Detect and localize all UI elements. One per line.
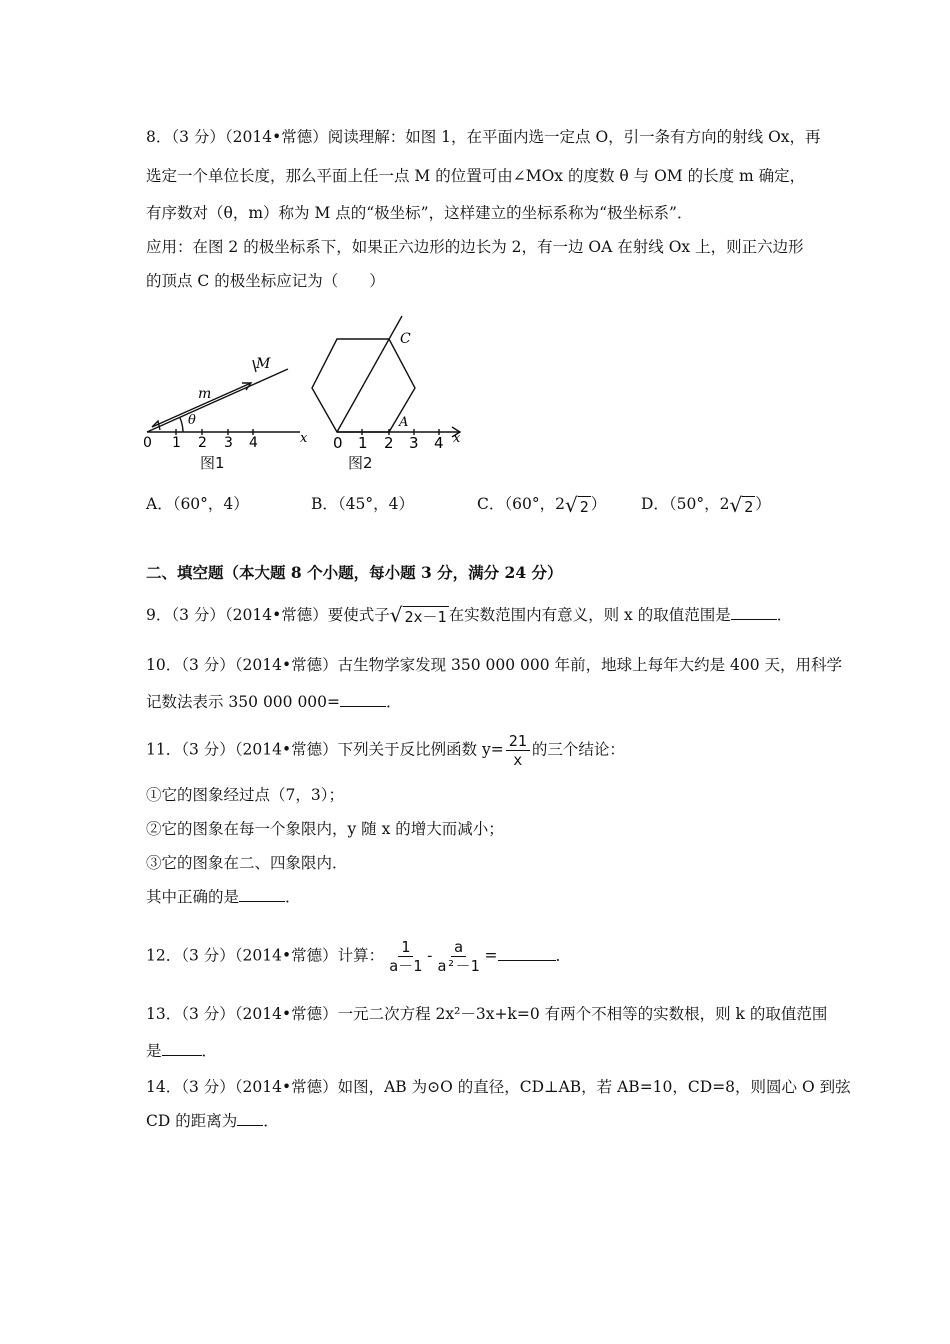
- q10-answer-blank[interactable]: [340, 692, 386, 707]
- option-c[interactable]: [477, 492, 606, 517]
- q14-text: CD 的距离为: [146, 1112, 238, 1130]
- q12-minus: -: [427, 946, 433, 965]
- q9-text-pre: 9．（3 分）（2014•常德）要使式子: [146, 606, 390, 624]
- fig2-tick-3: 3: [409, 434, 419, 452]
- q11-end: ．: [285, 888, 301, 906]
- fig2-axis-label: x: [453, 431, 461, 446]
- q8-line3: 有序数对（θ，m）称为 M 点的“极坐标”，这样建立的坐标系称为“极坐标系”．: [146, 204, 693, 222]
- q14-line2: [146, 1110, 279, 1132]
- q9-sqrt: √ 2x－1: [389, 603, 447, 627]
- q9-end: ．: [776, 606, 793, 624]
- q13-end: ．: [201, 1042, 218, 1060]
- option-d-post: ）: [755, 495, 771, 513]
- fig2-tick-1: 1: [358, 434, 368, 452]
- q11-answer-line: [146, 886, 301, 908]
- q12-end: ．: [555, 946, 572, 965]
- q12: [146, 938, 571, 975]
- option-d[interactable]: [641, 492, 771, 517]
- q14-line1: 14．（3 分）（2014•常德）如图，AB 为⊙O 的直径，CD⊥AB，若 AB=10，CD=8，则圆心 O 到弦: [146, 1078, 851, 1096]
- option-c-pre: C．（60°，2: [477, 495, 565, 513]
- q11-fraction: $\frac{21}{x}$: [506, 732, 530, 769]
- q11-text-post: 的三个结论：: [531, 740, 625, 759]
- q12-text-pre: 12．（3 分）（2014•常德）计算：: [146, 946, 385, 965]
- q9-answer-blank[interactable]: [731, 605, 777, 620]
- q14-answer-blank[interactable]: [237, 1111, 263, 1126]
- q8-line2: 选定一个单位长度，那么平面上任一点 M 的位置可由∠MOx 的度数 θ 与 OM 的长度 m 确定，: [146, 167, 806, 185]
- q11-statement-2: ②它的图象在每一个象限内，y 随 x 的增大而减小；: [146, 820, 504, 838]
- option-d-sqrt: √ 2: [729, 492, 754, 517]
- fig2-tick-2: 2: [384, 434, 394, 452]
- fig1-tick-0: 0: [143, 435, 152, 451]
- fig1-ray: [147, 369, 288, 432]
- q13-text: 是: [146, 1042, 162, 1060]
- section-heading: 二、填空题（本大题 8 个小题，每小题 3 分，满分 24 分）: [146, 563, 563, 582]
- q12-equals: =: [484, 946, 498, 965]
- q12-answer-blank[interactable]: [498, 946, 556, 961]
- fig2-label-C: C: [400, 331, 411, 347]
- fig1-label-theta: θ: [188, 413, 196, 428]
- fig1-tick-4: 4: [249, 435, 258, 451]
- q11-answer-blank[interactable]: [239, 887, 285, 902]
- q13-answer-blank[interactable]: [162, 1041, 202, 1056]
- fig1-tick-3: 3: [224, 435, 233, 451]
- option-c-sqrt: √ 2: [564, 492, 589, 517]
- fig2-ray-oc: [337, 316, 402, 432]
- fig1-tick-2: 2: [198, 435, 207, 451]
- fig2-label-A: A: [399, 415, 409, 430]
- q11-statement-3: ③它的图象在二、四象限内．: [146, 854, 348, 872]
- q12-fraction-1: $\frac{1}{a-1}$: [389, 938, 423, 975]
- q11-stem: [146, 732, 625, 769]
- q10-text: 记数法表示 350 000 000=: [146, 693, 341, 711]
- fig1-label-m: m: [198, 386, 212, 402]
- q10-line2: [146, 691, 402, 713]
- option-d-pre: D．（50°，2: [641, 495, 730, 513]
- fig1-axis-label: x: [300, 431, 308, 446]
- q11-statement-1: ①它的图象经过点（7，3）；: [146, 786, 344, 804]
- q9: [146, 604, 792, 628]
- q10-line1: 10．（3 分）（2014•常德）古生物学家发现 350 000 000 年前，地球上每年大约是 400 天，用科学: [146, 656, 843, 674]
- fig1-tick-1: 1: [172, 435, 181, 451]
- fig1-caption: 图1: [200, 454, 225, 472]
- q11-text-pre: 11．（3 分）（2014•常德）下列关于反比例函数 y=: [146, 740, 504, 759]
- q8-line1: 8．（3 分）（2014•常德）阅读理解：如图 1，在平面内选一定点 O，引一条有方向的射线 Ox，再: [146, 128, 821, 146]
- q13-line1: 13．（3 分）（2014•常德）一元二次方程 2x²－3x+k=0 有两个不相等的实数根，则 k 的取值范围: [146, 1005, 828, 1023]
- q8-line5: 的顶点 C 的极坐标应记为（ ）: [146, 272, 385, 290]
- q8-line4: 应用：在图 2 的极坐标系下，如果正六边形的边长为 2，有一边 OA 在射线 Ox 上，则正六边形: [146, 238, 804, 256]
- fig2-caption: 图2: [348, 454, 373, 472]
- q13-line2: [146, 1040, 217, 1062]
- q14-end: ．: [263, 1112, 279, 1130]
- q9-text-post: 在实数范围内有意义，则 x 的取值范围是: [448, 606, 731, 624]
- q10-end: ．: [386, 693, 402, 711]
- option-a[interactable]: A．（60°，4）: [146, 495, 249, 513]
- fig2-tick-0: 0: [333, 434, 343, 452]
- q11-answer-text: 其中正确的是: [146, 888, 240, 906]
- option-b[interactable]: B．（45°，4）: [311, 495, 414, 513]
- figure-2: [300, 312, 470, 472]
- figure-1: [138, 350, 318, 470]
- option-c-post: ）: [590, 495, 607, 513]
- fig2-tick-4: 4: [434, 434, 444, 452]
- q12-fraction-2: $\frac{a}{\text{a²－1}}$: [437, 938, 480, 975]
- fig1-label-M: M: [256, 356, 271, 372]
